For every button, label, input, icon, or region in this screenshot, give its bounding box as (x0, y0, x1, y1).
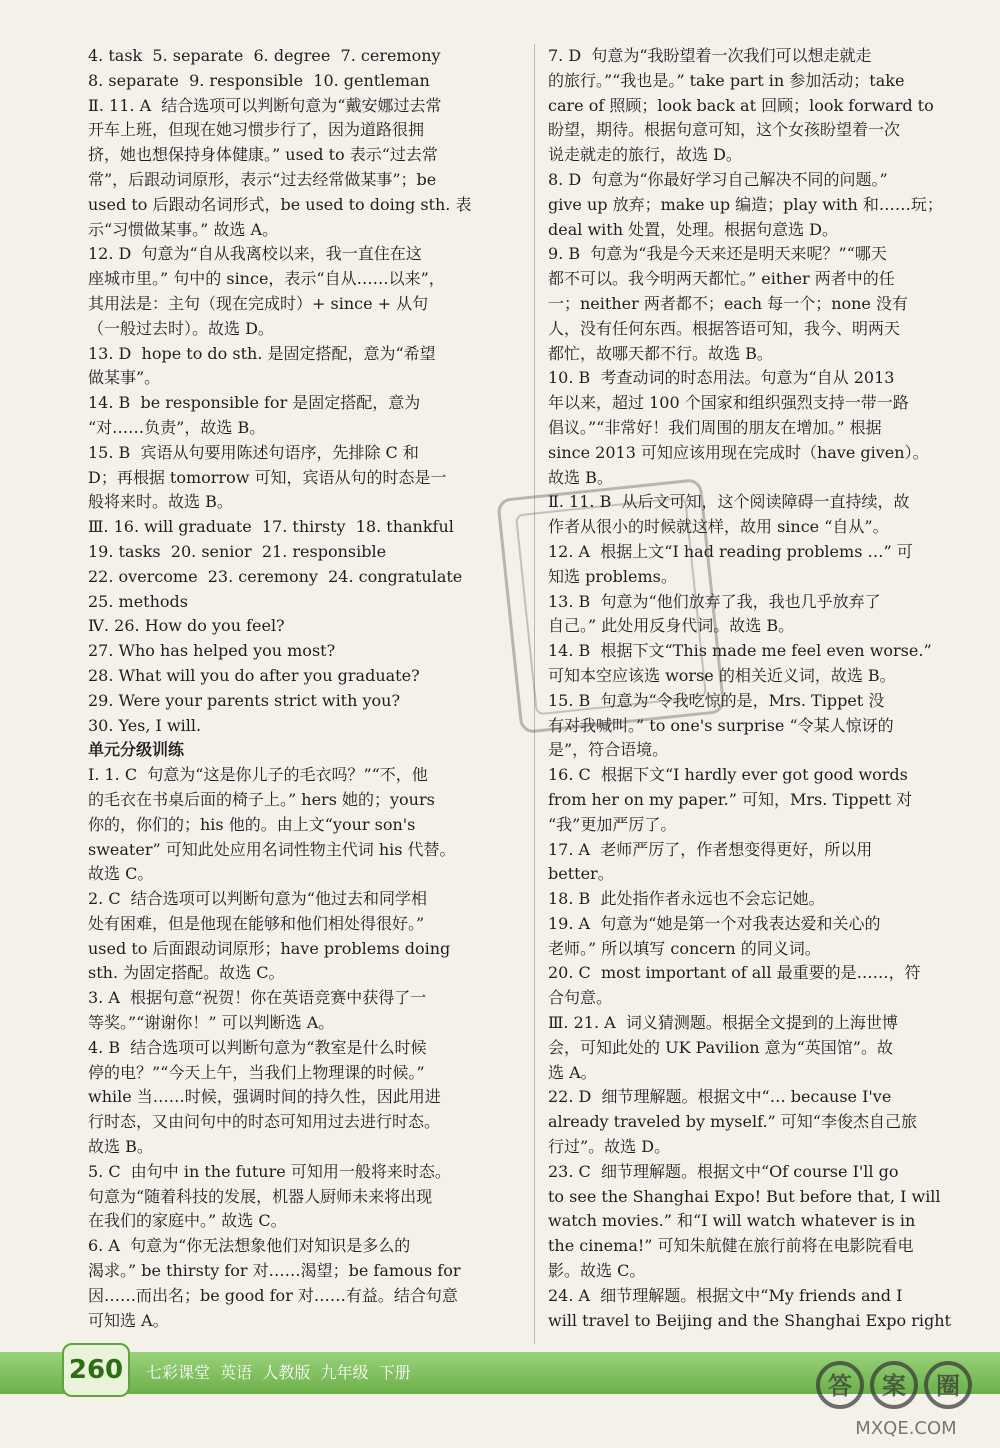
right-text-line: already traveled by myself.” 可知“李俊杰自己旅 (548, 1112, 917, 1132)
right-text-line: “我”更加严厉了。 (548, 814, 677, 834)
left-text-line: 4. B 结合选项可以判断句意为“教室是什么时候 (88, 1037, 427, 1057)
left-text-line: sth. 为固定搭配。故选 C。 (88, 963, 285, 983)
right-text-line: 有对我喊叫。” to one's surprise “令某人惊讶的 (548, 715, 894, 735)
left-text-line: 15. B 宾语从句要用陈述句语序，先排除 C 和 (88, 442, 419, 462)
right-text-line: deal with 处置，处理。根据句意选 D。 (548, 219, 839, 239)
right-text-line: 8. D 句意为“你最好学习自己解决不同的问题。” (548, 169, 888, 189)
right-text-line: Ⅲ. 21. A 词义猜测题。根据全文提到的上海世博 (548, 1013, 898, 1033)
left-text-line: 可知选 A。 (88, 1310, 169, 1330)
left-text-line: Ⅳ. 26. How do you feel? (88, 616, 285, 636)
left-text-line: Ⅲ. 16. will graduate 17. thirsty 18. thankful (88, 517, 454, 537)
right-text-line: better。 (548, 864, 614, 884)
watermark-stamp (496, 478, 726, 734)
right-text-line: 老师。” 所以填写 concern 的同义词。 (548, 938, 821, 958)
left-text-line: 的毛衣在书桌后面的椅子上。” hers 她的；yours (88, 789, 435, 809)
right-text-line: 都忙，故哪天都不行。故选 B。 (548, 343, 773, 363)
right-text-line: since 2013 可知应该用现在完成时（have given）。 (548, 442, 929, 462)
left-text-line: 2. C 结合选项可以判断句意为“他过去和同学相 (88, 889, 427, 909)
right-text-line: 7. D 句意为“我盼望着一次我们可以想走就走 (548, 46, 872, 65)
right-text-line: 的旅行。”“我也是。” take part in 参加活动；take (548, 70, 905, 90)
right-text-line: 都不可以。我今明两天都忙。” either 两者中的任 (548, 269, 895, 289)
left-text-line: 开车上班，但现在她习惯步行了，因为道路很拥 (88, 120, 425, 140)
left-text-line: 13. D hope to do sth. 是固定搭配，意为“希望 (88, 343, 436, 363)
left-text-line: 处有困难，但是他现在能够和他们相处得很好。” (88, 913, 425, 933)
left-text-line: 停的电？”“今天上午，当我们上物理课的时候。” (88, 1062, 425, 1082)
left-text-line: 座城市里。” 句中的 since，表示“自从……以来”， (88, 269, 445, 289)
left-text-line: “对……负责”，故选 B。 (88, 417, 266, 437)
right-text-line: 知选 problems。 (548, 566, 677, 586)
left-text-line: 29. Were your parents strict with you? (88, 690, 401, 710)
right-text-line: give up 放弃；make up 编造；play with 和……玩； (548, 194, 943, 214)
left-text-line: 14. B be responsible for 是固定搭配，意为 (88, 393, 421, 413)
left-text-line: 12. D 句意为“自从我离校以来，我一直住在这 (88, 244, 422, 264)
right-text-line: 13. B 句意为“他们放弃了我，我也几乎放弃了 (548, 591, 881, 611)
left-text-line: 6. A 句意为“你无法想象他们对知识是多么的 (88, 1236, 411, 1256)
right-text-line: 行过”。故选 D。 (548, 1137, 671, 1157)
right-text-line: 16. C 根据下文“I hardly ever got good words (548, 765, 908, 785)
left-text-line: 你的，你们的；his 他的。由上文“your son's (88, 814, 416, 834)
right-text-line: 9. B 句意为“我是今天来还是明天来呢？”“哪天 (548, 244, 887, 264)
right-text-line: 可知本空应该选 worse 的相关近义词，故选 B。 (548, 665, 896, 685)
left-text-line: sweater” 可知此处应用名词性物主代词 his 代替。 (88, 839, 456, 859)
left-text-line: 故选 C。 (88, 864, 154, 884)
left-text-line: （一般过去时）。故选 D。 (88, 318, 274, 338)
right-text-line: 是”，符合语境。 (548, 740, 669, 760)
left-text-line: 其用法是：主句（现在完成时）+ since + 从句 (88, 293, 429, 313)
right-text-line: 故选 B。 (548, 467, 613, 487)
right-text-line: care of 照顾；look back at 回顾；look forward to (548, 95, 934, 115)
right-text-line: 影。故选 C。 (548, 1261, 646, 1281)
left-text-line: 常”，后跟动词原形，表示“过去经常做某事”；be (88, 169, 437, 189)
left-text-line: used to 后跟动名词形式，be used to doing sth. 表 (88, 194, 472, 214)
left-text-line: 19. tasks 20. senior 21. responsible (88, 541, 387, 561)
right-text-line: to see the Shanghai Expo! But before that, I will (548, 1186, 941, 1206)
right-text-line: from her on my paper.” 可知，Mrs. Tippett 对 (548, 789, 913, 809)
right-text-line: 合句意。 (548, 988, 613, 1008)
left-text-line: 在我们的家庭中。” 故选 C。 (88, 1211, 287, 1231)
right-text-line: 22. D 细节理解题。根据文中“… because I've (548, 1087, 892, 1107)
left-text-line: 28. What will you do after you graduate? (88, 665, 420, 685)
left-text-line: 般将来时。故选 B。 (88, 492, 233, 512)
left-text-line: 挤，她也想保持身体健康。” used to 表示“过去常 (88, 145, 438, 165)
right-text-line: 一；neither 两者都不；each 每一个；none 没有 (548, 293, 908, 313)
left-text-line: 行时态，又由问句中的时态可知用过去进行时态。 (88, 1112, 441, 1132)
watermark-logo (810, 1350, 990, 1440)
left-text-line: 做某事”。 (88, 368, 161, 388)
right-text-line: 12. A 根据上文“I had reading problems …” 可 (548, 541, 913, 561)
footer-book-title: 七彩课堂 英语 人教版 九年级 下册 (146, 1363, 411, 1382)
left-text-line: 渴求。” be thirsty for 对……渴望；be famous for (88, 1261, 461, 1281)
right-text-line: will travel to Beijing and the Shanghai Expo right (548, 1310, 951, 1330)
right-text-line: watch movies.” 和“I will watch whatever is in (548, 1211, 916, 1231)
left-text-line: while 当……时候，强调时间的持久性，因此用进 (88, 1087, 441, 1107)
left-text-line: used to 后面跟动词原形；have problems doing (88, 938, 451, 958)
left-text-line: 句意为“随着科技的发展，机器人厨师未来将出现 (88, 1186, 433, 1206)
left-text-line: 等奖。”“谢谢你！” 可以判断选 A。 (88, 1013, 335, 1033)
left-text-line: Ⅱ. 11. A 结合选项可以判断句意为“戴安娜过去常 (88, 95, 442, 115)
svg-text:答: 答 (828, 1372, 852, 1400)
right-text-line: 24. A 细节理解题。根据文中“My friends and I (548, 1285, 903, 1305)
left-text-line: 5. C 由句中 in the future 可知用一般将来时态。 (88, 1161, 451, 1181)
page-number: 260 (62, 1343, 130, 1397)
watermark-url: MXQE.COM (855, 1418, 957, 1439)
svg-text:案: 案 (882, 1372, 906, 1400)
left-text-line: 因……而出名；be good for 对……有益。结合句意 (88, 1285, 458, 1305)
right-text-line: 15. B 句意为“令我吃惊的是，Mrs. Tippet 没 (548, 690, 885, 710)
right-text-line: 盼望，期待。根据句意可知，这个女孩盼望着一次 (548, 120, 901, 140)
left-column (88, 44, 520, 1333)
right-text-line: 14. B 根据下文“This made me feel even worse.” (548, 641, 932, 661)
left-text-line: Ⅰ. 1. C 句意为“这是你儿子的毛衣吗？”“不，他 (88, 765, 428, 785)
left-text-line: 示“习惯做某事。” 故选 A。 (88, 219, 279, 239)
left-text-line: 25. methods (88, 591, 188, 611)
right-text-line: 17. A 老师严厉了，作者想变得更好，所以用 (548, 839, 873, 859)
left-text-line: 故选 B。 (88, 1137, 153, 1157)
right-text-line: 20. C most important of all 最重要的是……，符 (548, 963, 921, 983)
left-text-line: 22. overcome 23. ceremony 24. congratulate (88, 566, 463, 586)
right-text-line: 选 A。 (548, 1062, 597, 1082)
left-text-line: 8. separate 9. responsible 10. gentleman (88, 70, 430, 90)
right-text-line: 18. B 此处指作者永远也不会忘记她。 (548, 889, 825, 909)
right-text-line: 自己。” 此处用反身代词。故选 B。 (548, 616, 795, 636)
right-text-line: 19. A 句意为“她是第一个对我表达爱和关心的 (548, 913, 881, 933)
svg-text:圈: 圈 (936, 1372, 960, 1400)
right-text-line: Ⅱ. 11. B 从后文可知，这个阅读障碍一直持续，故 (548, 492, 910, 512)
left-text-line: 4. task 5. separate 6. degree 7. ceremony (88, 46, 441, 65)
right-text-line: 会，可知此处的 UK Pavilion 意为“英国馆”。故 (548, 1037, 893, 1057)
left-text-line: 27. Who has helped you most? (88, 641, 336, 661)
right-text-line: 说走就走的旅行，故选 D。 (548, 145, 742, 165)
left-text-line: 30. Yes, I will. (88, 715, 202, 735)
right-text-line: 作者从很小的时候就这样，故用 since “自从”。 (548, 517, 889, 537)
left-text-line: D；再根据 tomorrow 可知，宾语从句的时态是一 (88, 467, 447, 487)
left-text-line: 3. A 根据句意“祝贺！你在英语竞赛中获得了一 (88, 988, 427, 1008)
right-text-line: 倡议。”“非常好！我们周围的朋友在增加。” 根据 (548, 417, 882, 437)
right-text-line: 10. B 考查动词的时态用法。句意为“自从 2013 (548, 368, 895, 388)
right-text-line: 23. C 细节理解题。根据文中“Of course I'll go (548, 1161, 899, 1181)
right-text-line: the cinema!” 可知朱航健在旅行前将在电影院看电 (548, 1236, 914, 1256)
right-text-line: 人，没有任何东西。根据答语可知，我今、明两天 (548, 318, 901, 338)
left-text-line: 单元分级训练 (88, 740, 185, 760)
right-text-line: 年以来，超过 100 个国家和组织强烈支持一带一路 (548, 393, 909, 413)
